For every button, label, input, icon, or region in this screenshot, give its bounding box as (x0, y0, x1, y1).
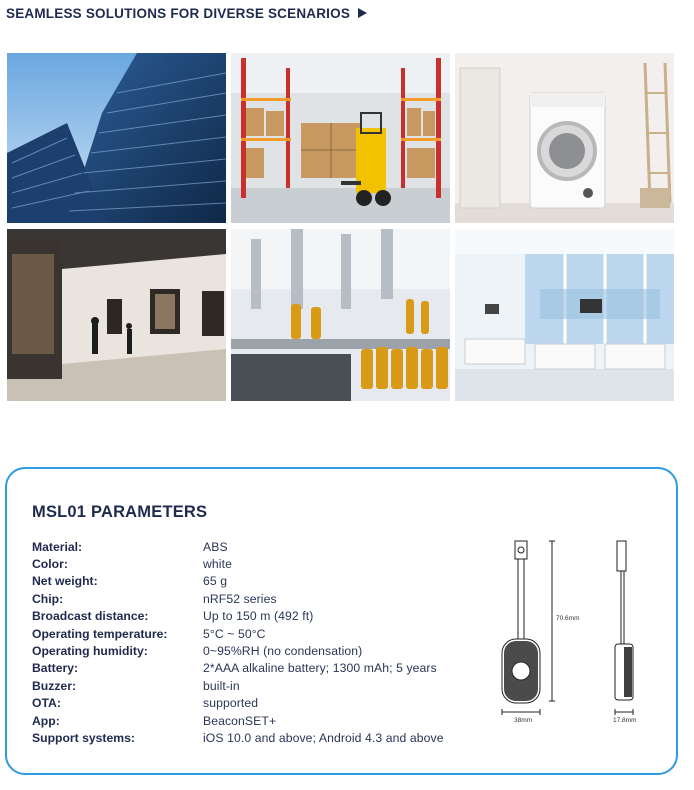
parameter-label: Operating temperature: (32, 626, 168, 641)
parameter-value: ABS (203, 539, 228, 554)
parameter-value: BeaconSET+ (203, 713, 277, 728)
parameter-value: 0~95%RH (no condensation) (203, 644, 363, 659)
parameter-row (32, 677, 472, 694)
scenario-image-warehouse-forklift (231, 53, 450, 223)
triangle-right-icon[interactable] (358, 8, 367, 18)
parameter-value: Up to 150 m (492 ft) (203, 609, 314, 624)
parameter-label: Chip: (32, 591, 64, 606)
parameter-label: Battery: (32, 661, 79, 676)
dimension-depth-label: 17.8mm (613, 717, 637, 724)
parameter-label: Buzzer: (32, 678, 77, 693)
parameter-row (32, 660, 472, 677)
parameter-row (32, 590, 472, 607)
parameter-row (32, 573, 472, 590)
device-dimension-drawing (497, 529, 647, 749)
parameter-row (32, 538, 472, 555)
parameter-label: Broadcast distance: (32, 609, 149, 624)
section-title: SEAMLESS SOLUTIONS FOR DIVERSE SCENARIOS (6, 5, 351, 21)
parameter-label: App: (32, 713, 60, 728)
parameter-label: Material: (32, 539, 83, 554)
front-clip-hole (518, 547, 524, 553)
parameter-value: white (203, 557, 232, 572)
device-drawing-svg (497, 529, 647, 749)
parameter-value: built-in (203, 678, 240, 693)
front-body-button (512, 662, 530, 680)
dimension-width-label: 38mm (514, 717, 533, 724)
parameter-value: 2*AAA alkaline battery; 1300 mAh; 5 years (203, 661, 437, 676)
parameter-value: nRF52 series (203, 591, 277, 606)
scenario-image-laundry-washing-machine (455, 53, 674, 223)
parameter-row (32, 625, 472, 642)
scenario-image-hospital-ward (455, 229, 674, 401)
scenario-image-factory-bottling-line (231, 229, 450, 401)
section-heading (6, 4, 367, 22)
parameter-row (32, 729, 472, 746)
side-body-shade (624, 647, 632, 697)
parameter-label: Color: (32, 557, 68, 572)
parameter-label: OTA: (32, 696, 61, 711)
parameter-row (32, 712, 472, 729)
parameter-label: Net weight: (32, 574, 98, 589)
scenario-image-grid (7, 53, 674, 401)
parameter-value: iOS 10.0 and above; Android 4.3 and above (203, 730, 444, 745)
parameters-card (5, 467, 678, 775)
side-clip-outline (617, 541, 626, 571)
parameters-title: MSL01 PARAMETERS (32, 503, 208, 521)
parameter-value: 65 g (203, 574, 228, 589)
scenario-image-art-gallery-exhibition (7, 229, 226, 401)
parameter-row (32, 555, 472, 572)
dimension-height-label: 70.6mm (556, 615, 580, 622)
parameter-value: 5°C ~ 50°C (203, 626, 266, 641)
parameter-row (32, 642, 472, 659)
parameter-row (32, 695, 472, 712)
front-clip-outline (515, 541, 527, 559)
parameter-value: supported (203, 696, 259, 711)
parameter-row (32, 608, 472, 625)
parameter-label: Support systems: (32, 730, 135, 745)
scenario-image-city-skyscrapers (7, 53, 226, 223)
parameter-label: Operating humidity: (32, 644, 148, 659)
parameters-table (32, 538, 472, 747)
